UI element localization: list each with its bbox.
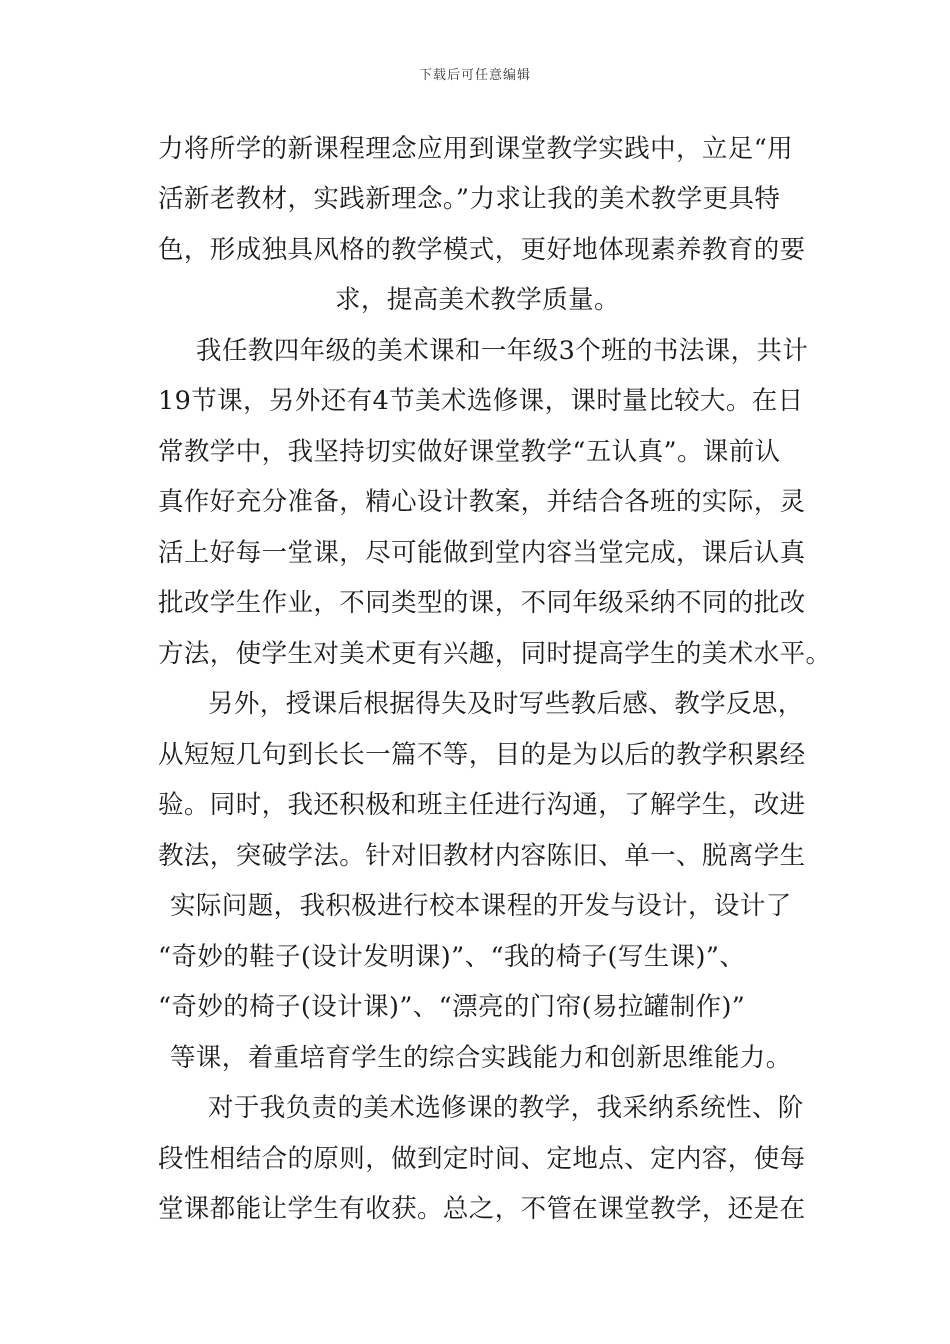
text-line: 求，提高美术教学质量。 bbox=[335, 285, 620, 315]
text-line: 活新老教材，实践新理念。”力求让我的美术教学更具特 bbox=[158, 184, 781, 214]
text-line: “奇妙的椅子(设计课)”、“漂亮的门帘(易拉罐制作)” bbox=[158, 992, 746, 1022]
text-line: 对于我负责的美术选修课的教学，我采纳系统性、阶 bbox=[208, 1093, 804, 1123]
text-line: 真作好充分准备，精心设计教案，并结合各班的实际，灵 bbox=[158, 487, 806, 517]
text-line: 19节课，另外还有4节美术选修课，课时量比较大。在日 bbox=[158, 386, 804, 416]
text-line: 段性相结合的原则，做到定时间、定地点、定内容，使每 bbox=[158, 1144, 806, 1174]
text-line: 验。同时，我还积极和班主任进行沟通，了解学生，改进 bbox=[158, 790, 806, 820]
text-line: 方法，使学生对美术更有兴趣，同时提高学生的美术水平。 bbox=[158, 639, 832, 669]
text-line: 实际问题，我积极进行校本课程的开发与设计，设计了 bbox=[170, 891, 792, 921]
text-line: 另外，授课后根据得失及时写些教后感、教学反思， bbox=[208, 689, 804, 719]
text-line: 批改学生作业，不同类型的课，不同年级采纳不同的批改 bbox=[158, 588, 806, 618]
text-line: 力将所学的新课程理念应用到课堂教学实践中，立足“用 bbox=[158, 134, 794, 164]
text-line: 色，形成独具风格的教学模式，更好地体现素养教育的要 bbox=[158, 235, 806, 265]
text-line: 从短短几句到长长一篇不等，目的是为以后的教学积累经 bbox=[158, 740, 806, 770]
text-line: 教法，突破学法。针对旧教材内容陈旧、单一、脱离学生 bbox=[158, 841, 806, 871]
text-line: 活上好每一堂课，尽可能做到堂内容当堂完成，课后认真 bbox=[158, 538, 806, 568]
page-header: 下载后可任意编辑 bbox=[418, 68, 531, 83]
text-line: 常教学中，我坚持切实做好课堂教学“五认真”。课前认 bbox=[158, 437, 781, 467]
text-line: 等课，着重培育学生的综合实践能力和创新思维能力。 bbox=[170, 1043, 792, 1073]
text-line: 我任教四年级的美术课和一年级3个班的书法课，共计 bbox=[196, 336, 809, 366]
text-line: “奇妙的鞋子(设计发明课)”、“我的椅子(写生课)”、 bbox=[158, 942, 746, 972]
text-line: 堂课都能让学生有收获。总之，不管在课堂教学，还是在 bbox=[158, 1194, 806, 1224]
